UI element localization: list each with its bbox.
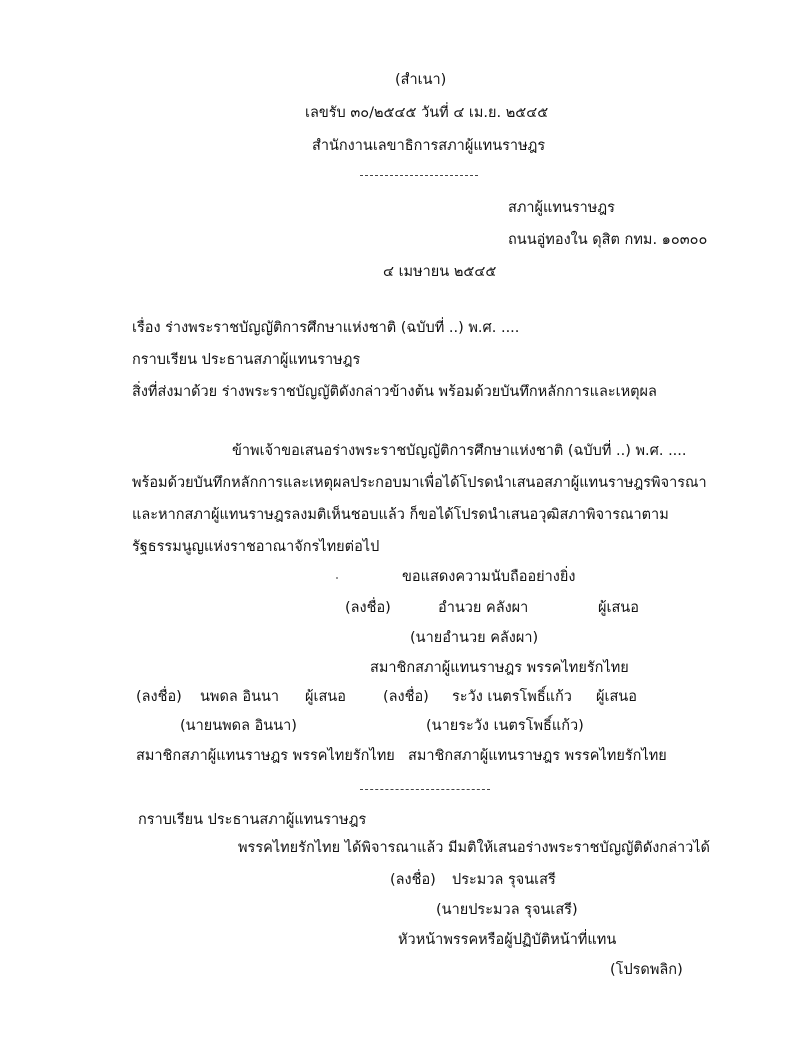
right-printed-name: (นายระวัง เนตรโพธิ์แก้ว) <box>426 718 584 734</box>
subject-line: เรื่อง ร่างพระราชบัญญัติการศึกษาแห่งชาติ (ฉบับที่ ..) พ.ศ. .... <box>132 320 520 336</box>
copy-mark: (สำเนา) <box>395 72 447 88</box>
turn-over-note: (โปรดพลิก) <box>610 962 683 978</box>
letter-date: ๔ เมษายน ๒๕๔๕ <box>383 264 497 280</box>
main-printed-name: (นายอำนวย คลังผา) <box>410 630 539 646</box>
endorsement-position: หัวหน้าพรรคหรือผู้ปฏิบัติหน้าที่แทน <box>398 932 617 948</box>
header-separator <box>360 175 478 176</box>
left-signer-role: ผู้เสนอ <box>305 689 346 705</box>
address-line-1: สภาผู้แทนราษฎร <box>508 200 615 216</box>
scan-speck <box>336 577 338 579</box>
left-signer-name: นพดล อินนา <box>200 689 280 705</box>
body-paragraph-line-2: พร้อมด้วยบันทึกหลักการและเหตุผลประกอบมาเพื่อได้โปรดนำเสนอสภาผู้แทนราษฎรพิจารณา <box>132 475 707 491</box>
right-position: สมาชิกสภาผู้แทนราษฎร พรรคไทยรักไทย <box>408 748 667 764</box>
body-paragraph-line-1: ข้าพเจ้าขอเสนอร่างพระราชบัญญัติการศึกษาแห่งชาติ (ฉบับที่ ..) พ.ศ. .... <box>232 443 687 459</box>
endorsement-salutation: กราบเรียน ประธานสภาผู้แทนราษฎร <box>138 812 367 828</box>
address-line-2: ถนนอู่ทองใน ดุสิต กทม. ๑๐๓๐๐ <box>508 232 708 248</box>
endorsement-signer-name: ประมวล รุจนเสรี <box>452 872 556 888</box>
office-name: สำนักงานเลขาธิการสภาผู้แทนราษฎร <box>312 138 546 154</box>
main-signer-name: อำนวย คลังผา <box>438 600 529 616</box>
receipt-number: เลขรับ ๓๐/๒๕๔๕ วันที่ ๔ เม.ย. ๒๕๔๕ <box>305 105 549 121</box>
main-sign-label: (ลงชื่อ) <box>345 600 391 616</box>
body-paragraph-line-4: รัฐธรรมนูญแห่งราชอาณาจักรไทยต่อไป <box>132 539 380 555</box>
endorsement-sign-label: (ลงชื่อ) <box>390 872 436 888</box>
endorsement-printed-name: (นายประมวล รุจนเสรี) <box>436 902 578 918</box>
left-printed-name: (นายนพดล อินนา) <box>180 718 297 734</box>
main-position: สมาชิกสภาผู้แทนราษฎร พรรคไทยรักไทย <box>370 660 629 676</box>
main-signer-role: ผู้เสนอ <box>598 600 639 616</box>
body-paragraph-line-3: และหากสภาผู้แทนราษฎรลงมติเห็นชอบแล้ว ก็ขอได้โปรดนำเสนอวุฒิสภาพิจารณาตาม <box>132 507 669 523</box>
signature-separator <box>360 789 490 790</box>
right-sign-label: (ลงชื่อ) <box>383 689 429 705</box>
closing-phrase: ขอแสดงความนับถืออย่างยิ่ง <box>402 569 576 585</box>
endorsement-text: พรรคไทยรักไทย ได้พิจารณาแล้ว มีมติให้เสนอร่างพระราชบัญญัติดังกล่าวได้ <box>238 840 710 856</box>
salutation-line: กราบเรียน ประธานสภาผู้แทนราษฎร <box>132 352 361 368</box>
enclosure-line: สิ่งที่ส่งมาด้วย ร่างพระราชบัญญัติดังกล่าวข้างต้น พร้อมด้วยบันทึกหลักการและเหตุผล <box>132 384 657 400</box>
right-signer-role: ผู้เสนอ <box>596 689 637 705</box>
left-sign-label: (ลงชื่อ) <box>136 689 182 705</box>
right-signer-name: ระวัง เนตรโพธิ์แก้ว <box>452 689 572 705</box>
left-position: สมาชิกสภาผู้แทนราษฎร พรรคไทยรักไทย <box>136 748 395 764</box>
